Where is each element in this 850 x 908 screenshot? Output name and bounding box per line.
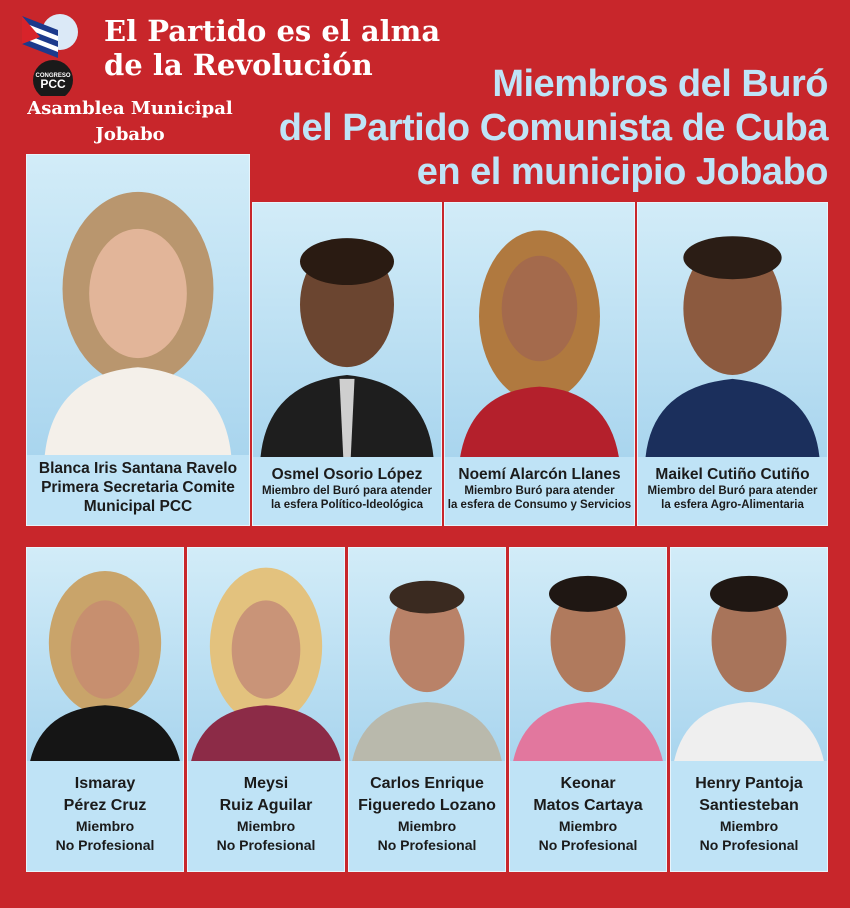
member-caption	[510, 759, 666, 871]
member-name: Noemí Alarcón Llanes	[458, 466, 621, 483]
member-role-line-2: No Profesional	[216, 837, 316, 853]
member-caption	[188, 759, 344, 871]
member-role-line-2: la esfera de Consumo y Servicios	[447, 499, 632, 511]
member-caption	[445, 455, 634, 525]
member-role-line-2: No Profesional	[55, 837, 155, 853]
member-card	[252, 202, 442, 526]
member-card	[26, 154, 250, 526]
member-name: Blanca Iris Santana Ravelo	[38, 460, 238, 477]
member-caption	[27, 759, 183, 871]
member-name-line-1: Henry Pantoja	[695, 775, 803, 792]
member-role-line-1: Miembro	[75, 818, 135, 834]
member-card	[637, 202, 828, 526]
member-caption	[671, 759, 827, 871]
member-name-line-2: Matos Cartaya	[533, 797, 643, 814]
member-role-line-1: Miembro Buró para atender	[464, 485, 615, 497]
member-photo	[188, 548, 344, 761]
member-card	[509, 547, 667, 872]
member-name-line-1: Meysi	[243, 775, 289, 792]
member-photo	[349, 548, 505, 761]
member-name-line-2: Ruiz Aguilar	[219, 797, 313, 814]
member-photo	[510, 548, 666, 761]
logo-text: PCC	[40, 77, 66, 91]
member-caption	[638, 455, 827, 525]
member-card	[444, 202, 635, 526]
member-name: Maikel Cutiño Cutiño	[655, 466, 810, 483]
member-caption	[349, 759, 505, 871]
assembly-line-2: Jobabo	[95, 124, 165, 145]
member-photo	[445, 203, 634, 457]
member-caption	[253, 455, 441, 525]
member-name-line-1: Keonar	[560, 775, 616, 792]
title-line-1: Miembros del Buró	[492, 63, 828, 105]
member-role-line-2: No Profesional	[377, 837, 477, 853]
member-role-line-1: Miembro del Buró para atender	[647, 485, 818, 497]
member-name: Osmel Osorio López	[271, 466, 423, 483]
member-photo	[27, 155, 249, 455]
member-photo	[671, 548, 827, 761]
pcc-logo	[18, 10, 88, 96]
member-card	[348, 547, 506, 872]
member-role-line-2: No Profesional	[538, 837, 638, 853]
member-card	[670, 547, 828, 872]
title-line-3: en el municipio Jobabo	[416, 151, 828, 193]
title-line-2: del Partido Comunista de Cuba	[278, 107, 828, 149]
member-photo	[27, 548, 183, 761]
member-card	[187, 547, 345, 872]
member-caption	[27, 453, 249, 525]
member-name-line-2: Pérez Cruz	[63, 797, 147, 814]
slogan-line-2: de la Revolución	[104, 48, 373, 82]
member-role-line-2: Municipal PCC	[83, 498, 193, 515]
page-title	[279, 62, 828, 194]
member-photo	[253, 203, 441, 457]
member-photo	[638, 203, 827, 457]
assembly-line-1: Asamblea Municipal	[27, 98, 233, 119]
member-role-line-1: Miembro	[558, 818, 618, 834]
assembly-label	[14, 96, 246, 148]
member-name-line-1: Ismaray	[74, 775, 136, 792]
member-role-line-2: la esfera Político-Ideológica	[270, 499, 424, 511]
member-name-line-2: Figueredo Lozano	[358, 797, 496, 814]
member-role-line-2: la esfera Agro-Alimentaria	[661, 499, 804, 511]
pcc-flag-icon	[18, 10, 88, 96]
member-name-line-1: Carlos Enrique	[370, 775, 484, 792]
slogan-line-1: El Partido es el alma	[104, 14, 441, 48]
member-role-line-1: Miembro	[719, 818, 779, 834]
member-role-line-1: Miembro	[397, 818, 457, 834]
member-name-line-2: Santiesteban	[699, 797, 799, 814]
logo-small-text: CONGRESO	[35, 73, 71, 79]
member-role-line-2: No Profesional	[699, 837, 799, 853]
member-role-line-1: Primera Secretaria Comite	[41, 479, 235, 496]
member-role-line-1: Miembro	[236, 818, 296, 834]
member-role-line-1: Miembro del Buró para atender	[262, 485, 432, 497]
member-card	[26, 547, 184, 872]
